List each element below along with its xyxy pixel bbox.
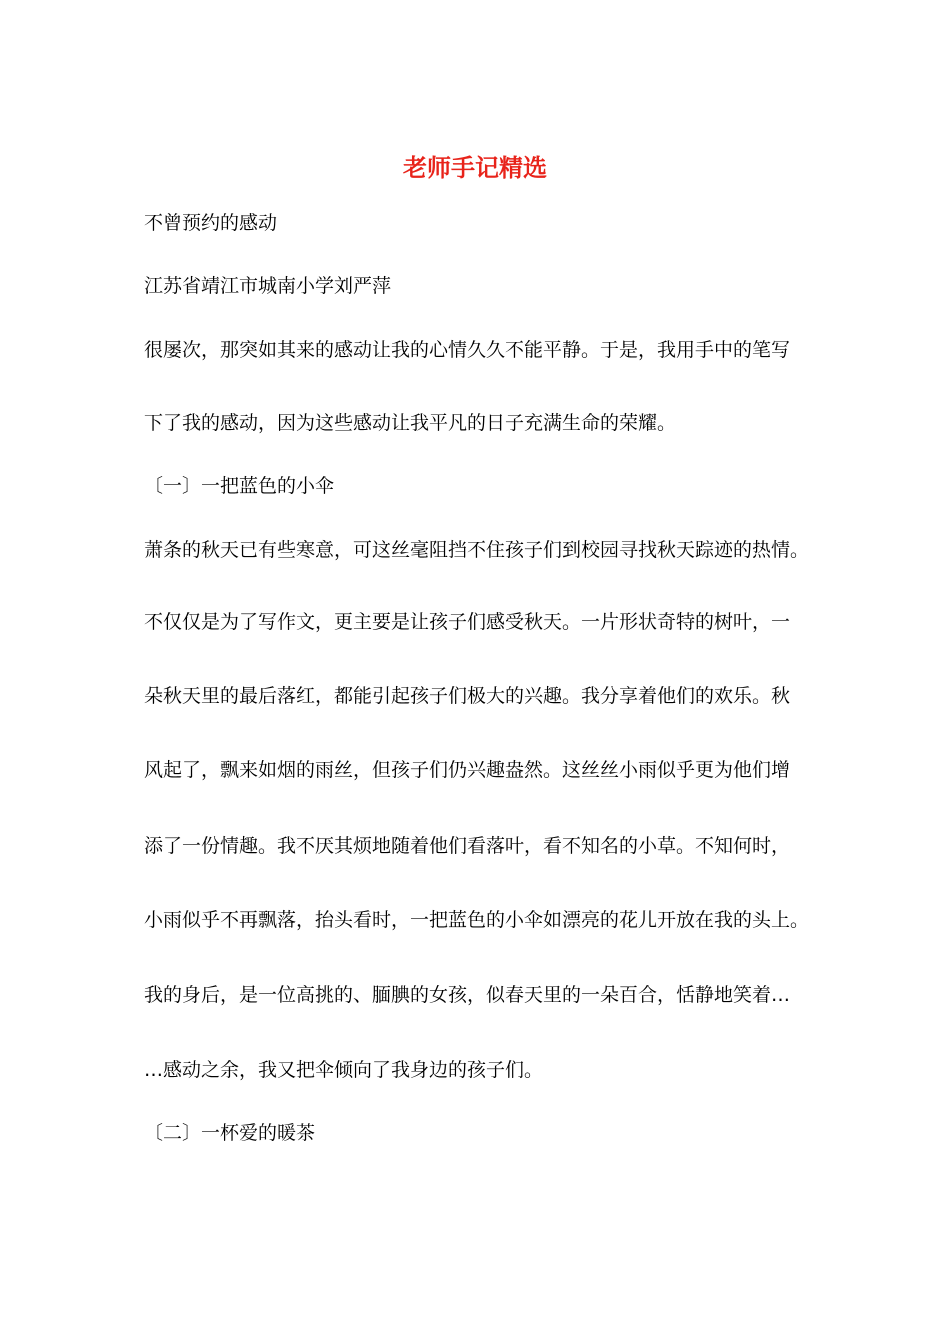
paragraph-line: 小雨似乎不再飘落，抬头看时，一把蓝色的小伞如漂亮的花儿开放在我的头上。 xyxy=(144,909,810,931)
section-heading-2: 〔二〕一杯爱的暖茶 xyxy=(144,1122,316,1144)
paragraph-line: 不仅仅是为了写作文，更主要是让孩子们感受秋天。一片形状奇特的树叶，一 xyxy=(144,611,791,633)
paragraph-line: …感动之余，我又把伞倾向了我身边的孩子们。 xyxy=(144,1059,544,1081)
section-heading-1: 〔一〕一把蓝色的小伞 xyxy=(144,475,335,497)
paragraph-line: 下了我的感动，因为这些感动让我平凡的日子充满生命的荣耀。 xyxy=(144,412,677,434)
article-title: 不曾预约的感动 xyxy=(144,212,278,234)
document-title: 老师手记精选 xyxy=(403,153,547,182)
paragraph-line: 很屡次，那突如其来的感动让我的心情久久不能平静。于是，我用手中的笔写 xyxy=(144,339,791,361)
paragraph-line: 萧条的秋天已有些寒意，可这丝毫阻挡不住孩子们到校园寻找秋天踪迹的热情。 xyxy=(144,539,810,561)
paragraph-line: 添了一份情趣。我不厌其烦地随着他们看落叶，看不知名的小草。不知何时， xyxy=(144,835,791,857)
author-line: 江苏省靖江市城南小学刘严萍 xyxy=(144,275,392,297)
paragraph-line: 朵秋天里的最后落红，都能引起孩子们极大的兴趣。我分享着他们的欢乐。秋 xyxy=(144,685,791,707)
paragraph-line: 我的身后，是一位高挑的、腼腆的女孩，似春天里的一朵百合，恬静地笑着… xyxy=(144,984,791,1006)
paragraph-line: 风起了，飘来如烟的雨丝，但孩子们仍兴趣盎然。这丝丝小雨似乎更为他们增 xyxy=(144,759,791,781)
